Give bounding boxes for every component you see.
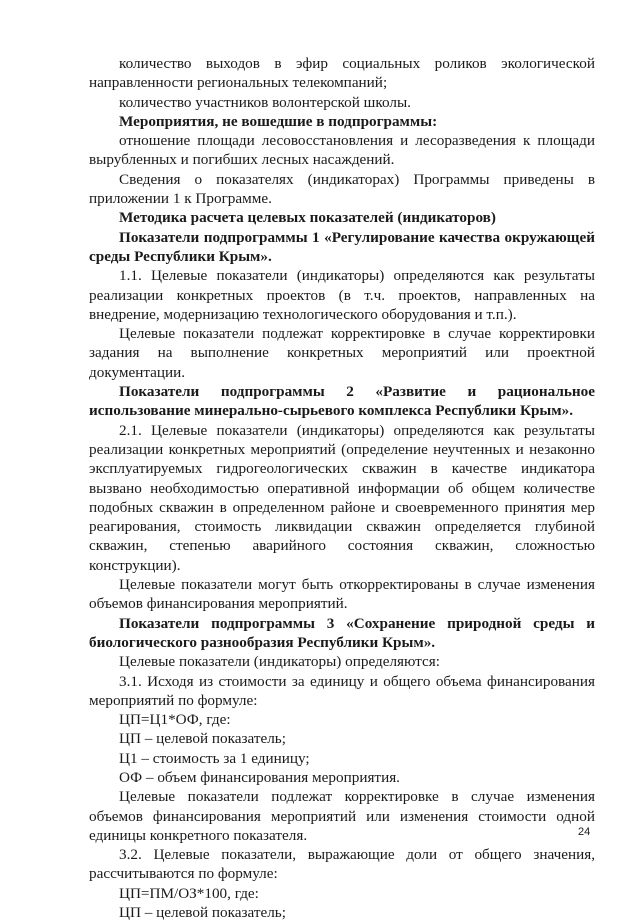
- section-heading: Методика расчета целевых показателей (индикаторов): [119, 209, 496, 227]
- paragraph: Целевые показатели могут быть откорректированы в случае изменения объемов финансирования мероприятий.: [89, 576, 595, 613]
- paragraph: отношение площади лесовосстановления и лесоразведения к площади вырубленных и погибших лесных насаждений.: [89, 132, 595, 169]
- formula: ЦП=ПМ/ОЗ*100, где:: [119, 884, 259, 902]
- paragraph: 1.1. Целевые показатели (индикаторы) определяются как результаты реализации конкретных проектов (в т.ч. проектов, направленных на внедрение, модернизацию технологического оборудования и т.п.).: [89, 267, 595, 323]
- paragraph: 2.1. Целевые показатели (индикаторы) определяются как результаты реализации конкретных мероприятий (определение неучтенных и незаконно эксплуатируемых гидрогеологических скважин в качестве индикатора вызвано необходимостью оперативной информации об общем количестве подобных скважин в определенном районе и своевременного принятия мер реагирования, стоимость ликвидации скважин определяется глубиной скважин, степенью аварийного состояния скважин, сложностью конструкции).: [89, 421, 595, 574]
- document-body: [89, 54, 595, 922]
- section-heading: Показатели подпрограммы 1 «Регулирование качества окружающей среды Республики Крым».: [89, 228, 595, 265]
- paragraph: 3.2. Целевые показатели, выражающие доли от общего значения, рассчитываются по формуле:: [89, 846, 595, 883]
- paragraph: количество выходов в эфир социальных роликов экологической направленности региональных телекомпаний;: [89, 55, 595, 92]
- formula-term: ЦП – целевой показатель;: [119, 904, 286, 922]
- paragraph: Целевые показатели подлежат корректировке в случае корректировки задания на выполнение конкретных мероприятий или проектной документации.: [89, 325, 595, 381]
- paragraph: количество участников волонтерской школы.: [119, 93, 411, 111]
- page-number: 24: [578, 826, 591, 838]
- paragraph: Сведения о показателях (индикаторах) Программы приведены в приложении 1 к Программе.: [89, 170, 595, 208]
- formula: ЦП=Ц1*ОФ, где:: [119, 711, 231, 729]
- paragraph: 3.1. Исходя из стоимости за единицу и общего объема финансирования мероприятий по формуле:: [89, 672, 595, 709]
- section-heading: Мероприятия, не вошедшие в подпрограммы:: [119, 112, 438, 130]
- formula-term: ОФ – объем финансирования мероприятия.: [119, 768, 400, 786]
- section-heading: Показатели подпрограммы 2 «Развитие и рациональное использование минерально-сырьевого комплекса Республики Крым».: [89, 383, 595, 420]
- section-heading: Показатели подпрограммы 3 «Сохранение природной среды и биологического разнообразия Республики Крым».: [89, 614, 595, 651]
- paragraph: Целевые показатели (индикаторы) определяются:: [119, 653, 440, 671]
- formula-term: Ц1 – стоимость за 1 единицу;: [119, 749, 310, 767]
- formula-term: ЦП – целевой показатель;: [119, 730, 286, 748]
- paragraph: Целевые показатели подлежат корректировке в случае изменения объемов финансирования мероприятий или изменения стоимости одной единицы конкретного показателя.: [89, 788, 595, 844]
